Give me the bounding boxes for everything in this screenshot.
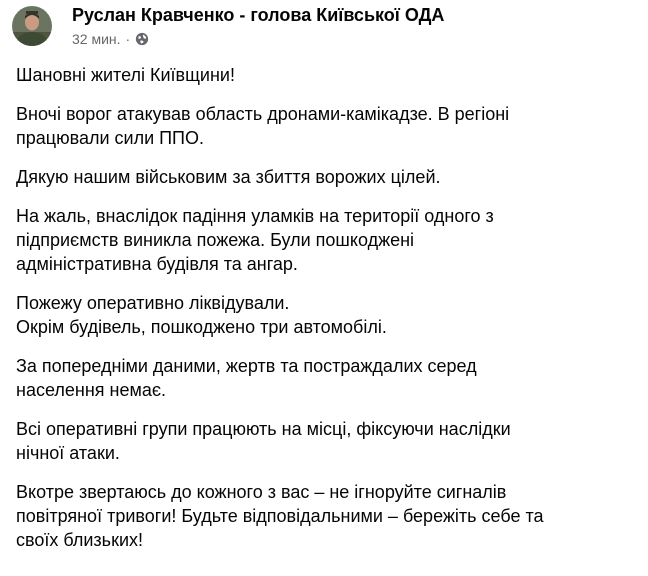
post-paragraph: Вночі ворог атакував область дронами-камікадзе. В регіоні працювали сили ППО.: [16, 104, 510, 148]
post-paragraph: Вкотре звертаюсь до кожного з вас – не ігноруйте сигналів повітряної тривоги! Будьте відповідальними – бережіть себе та своїх близьких!: [16, 482, 544, 550]
separator-dot: ·: [125, 31, 131, 47]
post-paragraph: Дякую нашим військовим за збиття ворожих цілей.: [16, 167, 441, 187]
post-timestamp[interactable]: 32 мин.: [72, 31, 121, 47]
author-avatar[interactable]: [12, 6, 52, 46]
avatar-photo: [12, 6, 52, 46]
author-name[interactable]: Руслан Кравченко - голова Київської ОДА: [72, 5, 445, 25]
post-paragraph: Всі оперативні групи працюють на місці, фіксуючи наслідки нічної атаки.: [16, 419, 511, 463]
post-body: [16, 63, 632, 567]
post-paragraph: На жаль, внаслідок падіння уламків на території одного з підприємств виникла пожежа. Були пошкоджені адміністративна будівля та ангар.: [16, 206, 494, 274]
post-meta: [72, 4, 444, 47]
globe-icon[interactable]: [135, 32, 149, 46]
post-time-row: [72, 31, 444, 47]
post-paragraph: Шановні жителі Київщини!: [16, 65, 235, 85]
post-paragraph: Пожежу оперативно ліквідували. Окрім будівель, пошкоджено три автомобілі.: [16, 293, 387, 337]
post-paragraph: За попередніми даними, жертв та постраждалих серед населення немає.: [16, 356, 477, 400]
post-header: [12, 4, 444, 54]
